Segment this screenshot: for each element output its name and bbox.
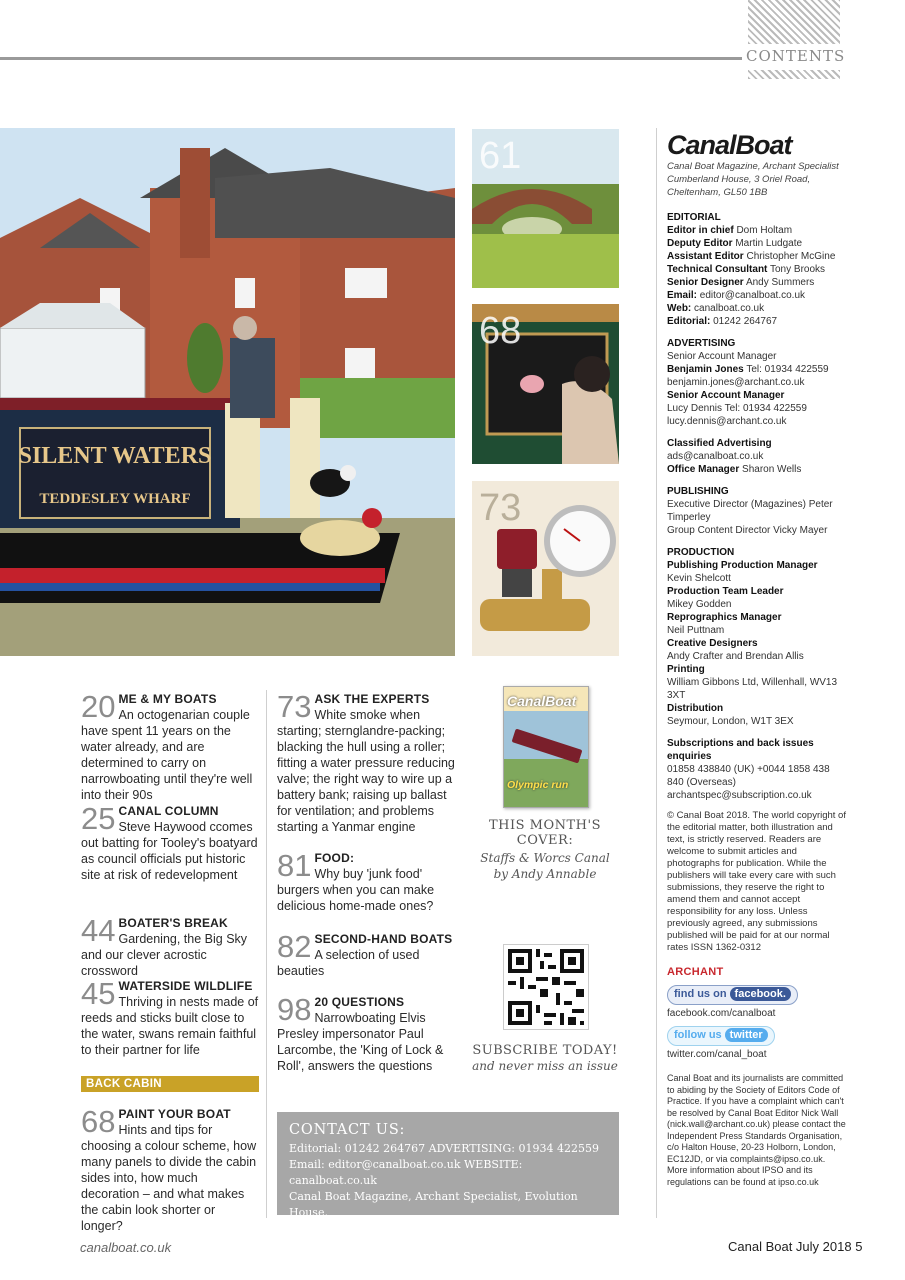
staff-name: Mikey Godden bbox=[667, 599, 732, 610]
article-page-number: 81 bbox=[277, 848, 312, 883]
contact-line: Editorial: 01242 264767 ADVERTISING: 01934 422559 bbox=[289, 1142, 599, 1155]
staff-role: Distribution bbox=[667, 703, 724, 714]
staff-name: Neil Puttnam bbox=[667, 625, 725, 636]
article-item[interactable] bbox=[277, 992, 457, 1074]
svg-text:TEDDESLEY WHARF: TEDDESLEY WHARF bbox=[39, 491, 191, 507]
subscriptions-phone: 01858 438840 (UK) +0044 1858 438 840 (Overseas) bbox=[667, 764, 830, 788]
article-page-number: 73 bbox=[277, 689, 312, 724]
staff-line: Lucy Dennis Tel: 01934 422559 bbox=[667, 403, 807, 414]
masthead-column bbox=[667, 130, 847, 1188]
staff-line: Technical Consultant Tony Brooks bbox=[667, 264, 826, 275]
facebook-link[interactable]: facebook.com/canalboat bbox=[667, 1008, 776, 1019]
main-photo-narrowboat bbox=[0, 128, 455, 656]
masthead-divider bbox=[656, 128, 657, 1218]
cover-masthead: CanalBoat bbox=[507, 693, 577, 709]
cover-image[interactable] bbox=[503, 686, 589, 808]
staff-line: Senior Designer Andy Summers bbox=[667, 277, 815, 288]
cover-caption-credit: Staffs & Worcs Canal bbox=[480, 851, 610, 865]
staff-line: Email: editor@canalboat.co.uk bbox=[667, 290, 806, 301]
thumbnail-61-bridge[interactable] bbox=[472, 129, 619, 288]
cover-boat-graphic bbox=[512, 729, 583, 764]
article-description: White smoke when starting; sternglandre-packing; blacking the hull using a roller; fitting a water pressure reducing valve; the right way to wire up a battery bank; raising up ballast for ventilation; and problems starting a Yanmar engine bbox=[277, 708, 455, 834]
cover-caption bbox=[470, 818, 620, 882]
article-description: Steve Haywood ccomes out batting for Tooley's boatyard as council officials put historic site at risk of redevelopment bbox=[81, 820, 258, 882]
staff-line: Benjamin Jones Tel: 01934 422559 bbox=[667, 364, 829, 375]
article-item[interactable] bbox=[81, 1104, 259, 1234]
editorial-heading: EDITORIAL bbox=[667, 212, 721, 223]
article-heading: CANAL COLUMN bbox=[118, 804, 219, 818]
staff-role: Reprographics Manager bbox=[667, 612, 782, 623]
thumbnail-number: 61 bbox=[479, 135, 522, 177]
section-label: CONTENTS bbox=[746, 47, 846, 65]
article-description: Why buy 'junk food' burgers when you can make delicious home-made ones? bbox=[277, 867, 435, 913]
thumbnail-number: 73 bbox=[479, 487, 522, 529]
staff-line: Office Manager Sharon Wells bbox=[667, 464, 802, 475]
masthead-logo: CanalBoat bbox=[667, 130, 792, 160]
article-heading: SECOND-HAND BOATS bbox=[314, 932, 453, 946]
advertising-heading: ADVERTISING bbox=[667, 338, 736, 349]
article-heading: WATERSIDE WILDLIFE bbox=[118, 979, 253, 993]
article-item[interactable] bbox=[81, 976, 259, 1058]
cover-caption-line: COVER: bbox=[516, 833, 574, 848]
svg-text:SILENT WATERS: SILENT WATERS bbox=[18, 443, 212, 469]
article-heading: BOATER'S BREAK bbox=[118, 916, 228, 930]
staff-role: Production Team Leader bbox=[667, 586, 784, 597]
article-description: Hints and tips for choosing a colour scheme, how many panels to divide the cabin sides into, how much decoration – and what makes the cabin look shorter or longer? bbox=[81, 1123, 257, 1233]
staff-role: Publishing Production Manager bbox=[667, 560, 818, 571]
footer-website: canalboat.co.uk bbox=[80, 1240, 172, 1255]
footer-folio: Canal Boat July 2018 5 bbox=[728, 1239, 863, 1254]
article-description: Thriving in nests made of reeds and sticks built close to the water, swans remain faithful to their partner for life bbox=[81, 995, 259, 1057]
twitter-icon: twitter bbox=[725, 1028, 768, 1042]
article-item[interactable] bbox=[277, 848, 457, 914]
twitter-link[interactable]: twitter.com/canal_boat bbox=[667, 1049, 767, 1060]
staff-email: ads@canalboat.co.uk bbox=[667, 451, 764, 462]
staff-email: lucy.dennis@archant.co.uk bbox=[667, 416, 787, 427]
publishing-heading: PUBLISHING bbox=[667, 486, 729, 497]
subscribe-qr-code[interactable] bbox=[503, 944, 589, 1030]
staff-name: Seymour, London, W1T 3EX bbox=[667, 716, 794, 727]
article-page-number: 25 bbox=[81, 801, 116, 836]
archant-logo: ARCHANT bbox=[667, 966, 724, 978]
thumbnail-73-valve[interactable] bbox=[472, 481, 619, 656]
article-item[interactable] bbox=[277, 929, 457, 979]
header-hatch-decoration bbox=[748, 0, 840, 44]
contact-line: Email: editor@canalboat.co.uk WEBSITE: canalboat.co.uk bbox=[289, 1158, 523, 1187]
article-page-number: 45 bbox=[81, 976, 116, 1011]
article-heading: ME & MY BOATS bbox=[118, 692, 217, 706]
article-page-number: 20 bbox=[81, 689, 116, 724]
masthead-address: Canal Boat Magazine, Archant Specialist Cumberland House, 3 Oriel Road, Cheltenham, GL50 1BB bbox=[667, 161, 839, 198]
copyright-notice: © Canal Boat 2018. The world copyright of the editorial matter, both illustration and text, is strictly reserved. Readers are welcome to submit articles and photographs for publication. While the publishers will take every care with such submissions, they reserve the right to amend them and cannot accept responsibility for any loss. Unless previously agreed, any submissions published will be paid for at our normal rates ISSN 1362-0312 bbox=[667, 810, 846, 953]
column-divider bbox=[266, 690, 267, 1218]
staff-line: Editor in chief Dom Holtam bbox=[667, 225, 793, 236]
facebook-button[interactable]: find us on facebook. bbox=[667, 985, 798, 1005]
staff-name: Kevin Shelcott bbox=[667, 573, 731, 584]
article-page-number: 44 bbox=[81, 913, 116, 948]
article-item[interactable] bbox=[81, 913, 259, 979]
staff-line: Web: canalboat.co.uk bbox=[667, 303, 765, 314]
article-item[interactable] bbox=[81, 801, 259, 883]
staff-line: Assistant Editor Christopher McGine bbox=[667, 251, 836, 262]
cover-caption-line: THIS MONTH'S bbox=[488, 818, 601, 833]
contact-box bbox=[277, 1112, 619, 1235]
article-page-number: 98 bbox=[277, 992, 312, 1027]
staff-line: Senior Account Manager bbox=[667, 351, 777, 362]
classified-heading: Classified Advertising bbox=[667, 438, 772, 449]
contact-line: Canal Boat Magazine, Archant Specialist, Evolution House, bbox=[289, 1190, 578, 1219]
contact-line: 2-6 Easthampstead Rd, Wokingham, RG40 2EG bbox=[289, 1222, 553, 1235]
contact-heading: CONTACT US: bbox=[289, 1122, 406, 1138]
article-heading: PAINT YOUR BOAT bbox=[118, 1107, 231, 1121]
article-page-number: 68 bbox=[81, 1104, 116, 1139]
staff-name: Andy Crafter and Brendan Allis bbox=[667, 651, 804, 662]
header-rule bbox=[0, 57, 742, 60]
production-heading: PRODUCTION bbox=[667, 547, 735, 558]
cover-caption-credit: by Andy Annable bbox=[493, 867, 597, 881]
article-description: A selection of used beauties bbox=[277, 948, 420, 978]
staff-role: Printing bbox=[667, 664, 705, 675]
cover-headline: Olympic run bbox=[507, 779, 569, 791]
staff-role: Creative Designers bbox=[667, 638, 758, 649]
article-description: Gardening, the Big Sky and our clever acrostic crossword bbox=[81, 932, 248, 978]
article-page-number: 82 bbox=[277, 929, 312, 964]
twitter-button[interactable]: follow us twitter bbox=[667, 1026, 775, 1046]
facebook-icon: facebook. bbox=[730, 987, 791, 1001]
article-item[interactable] bbox=[81, 689, 259, 803]
staff-line: Deputy Editor Martin Ludgate bbox=[667, 238, 803, 249]
article-description: An octogenarian couple have spent 11 years on the water already, and are determined to carry on narrowboating until they're well into their 90s bbox=[81, 708, 253, 802]
subscribe-subtitle: and never miss an issue bbox=[472, 1059, 618, 1073]
article-description: Narrowboating Elvis Presley impersonator Paul Larcombe, the 'King of Lock & Roll', answers the questions bbox=[277, 1011, 444, 1073]
article-heading: ASK THE EXPERTS bbox=[314, 692, 430, 706]
ipso-notice: Canal Boat and its journalists are committed to abiding by the Society of Editors Code of Practice. If you have a complaint which can't be resolved by Canal Boat Editor Nick Wall (nick.wall@archant.co.uk) please contact the Independent Press Standards Organisation, c/o Halton House, 20-23 Holborn, London, EC12JD, or via complaints@ipso.co.uk. More information about IPSO and its regulations can be found at ipso.co.uk bbox=[667, 1073, 846, 1187]
back-cabin-banner: BACK CABIN bbox=[81, 1076, 259, 1092]
subscribe-caption bbox=[470, 1043, 620, 1073]
subscriptions-email: archantspec@subscription.co.uk bbox=[667, 790, 812, 801]
thumbnail-number: 68 bbox=[479, 310, 522, 352]
staff-line: Executive Director (Magazines) Peter Timperley bbox=[667, 499, 833, 523]
article-item[interactable] bbox=[277, 689, 457, 835]
staff-line: Group Content Director Vicky Mayer bbox=[667, 525, 828, 536]
subscriptions-heading: Subscriptions and back issues enquiries bbox=[667, 738, 814, 762]
staff-line: Senior Account Manager bbox=[667, 390, 785, 401]
staff-email: benjamin.jones@archant.co.uk bbox=[667, 377, 805, 388]
subscribe-title: SUBSCRIBE TODAY! bbox=[472, 1043, 618, 1058]
article-heading: 20 QUESTIONS bbox=[314, 995, 405, 1009]
staff-name: William Gibbons Ltd, Willenhall, WV13 3XT bbox=[667, 677, 838, 701]
header-hatch-decoration-small bbox=[748, 70, 840, 79]
article-heading: FOOD: bbox=[314, 851, 355, 865]
staff-line: Editorial: 01242 264767 bbox=[667, 316, 778, 327]
thumbnail-68-painting[interactable] bbox=[472, 304, 619, 464]
